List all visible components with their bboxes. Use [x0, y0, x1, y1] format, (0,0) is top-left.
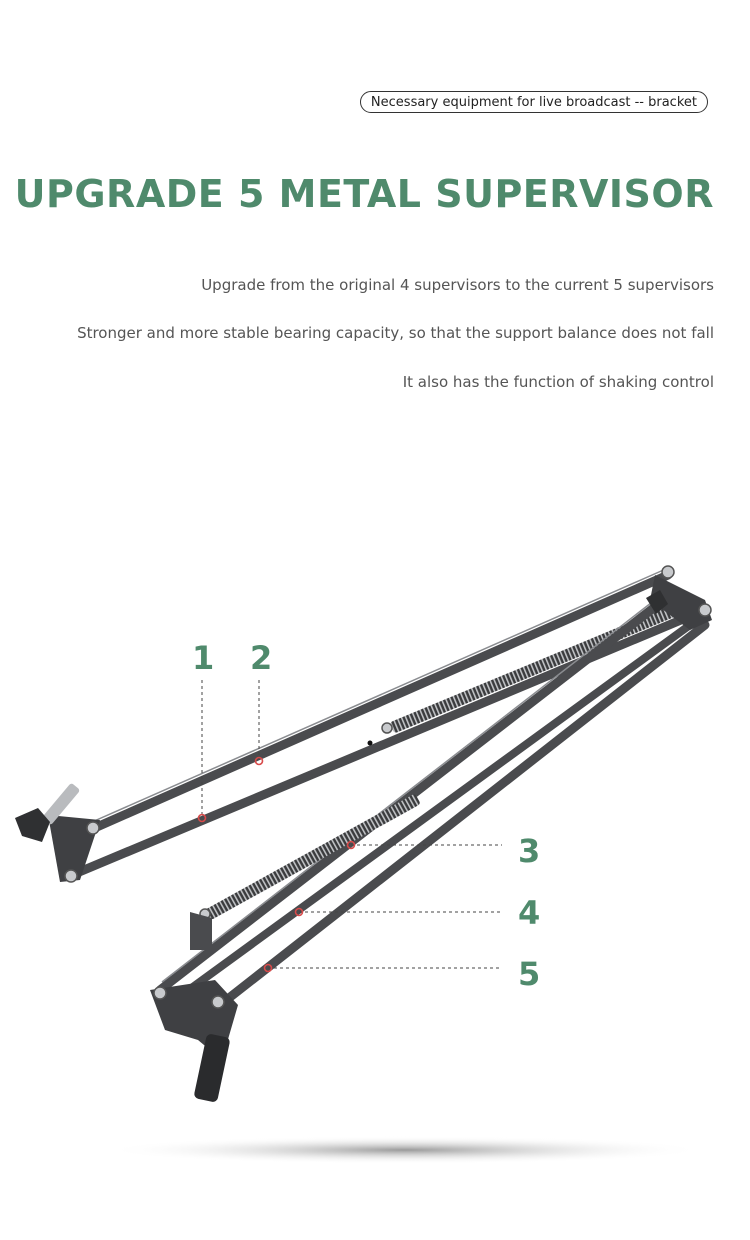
page-title: UPGRADE 5 METAL SUPERVISOR	[14, 172, 714, 216]
callout-number-4: 4	[518, 894, 541, 932]
description-line-3: It also has the function of shaking control	[402, 373, 714, 391]
description-line-1: Upgrade from the original 4 supervisors to the current 5 supervisors	[201, 276, 714, 294]
floor-shadow	[105, 1136, 705, 1164]
lower-bar-highlight	[162, 596, 660, 982]
insert-rod	[193, 1033, 230, 1103]
upper-bar-bottom	[72, 612, 700, 875]
callout-number-5: 5	[518, 955, 541, 993]
bracket-illustration	[0, 540, 750, 1180]
lower-bar-3	[220, 625, 705, 1005]
callout-number-3: 3	[518, 832, 541, 870]
callout-number-2: 2	[250, 639, 273, 677]
upper-bar-highlight	[92, 568, 668, 822]
callout-number-1: 1	[192, 639, 215, 677]
wing-knob	[15, 808, 50, 842]
description-line-2: Stronger and more stable bearing capacity, so that the support balance does not fall	[77, 324, 714, 342]
header-tag: Necessary equipment for live broadcast -- bracket	[360, 91, 708, 113]
